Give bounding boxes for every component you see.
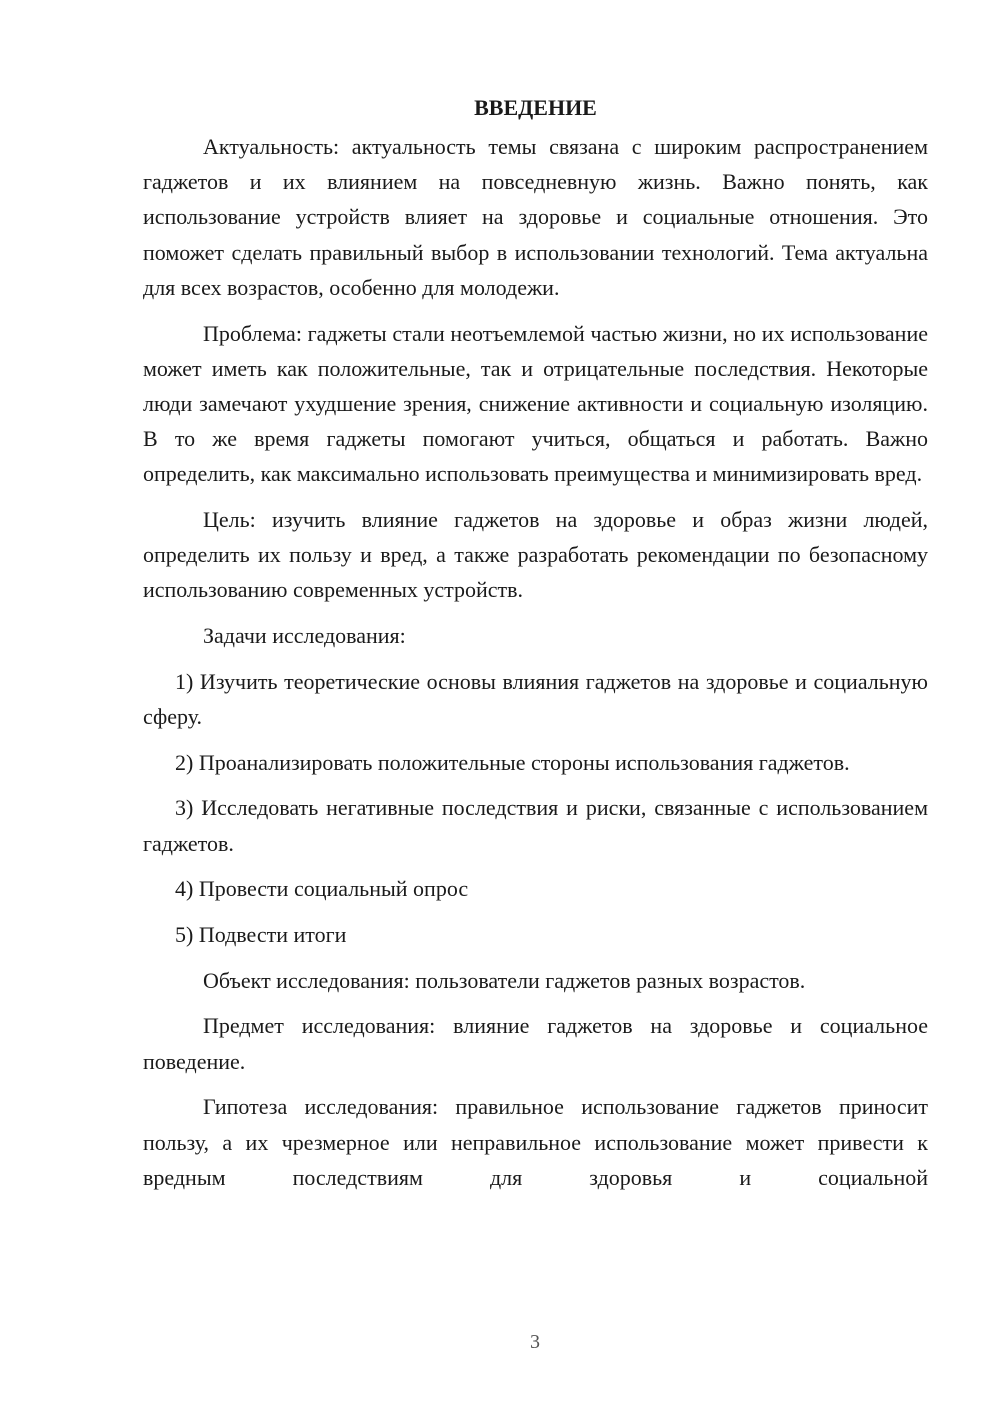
paragraph-goal: Цель: изучить влияние гаджетов на здоровье и образ жизни людей, определить их пользу и вред, а также разработать рекомендации по безопасному использованию современных устройств.	[143, 507, 928, 603]
page-number: 3	[530, 1331, 540, 1353]
task-item-3: 3) Исследовать негативные последствия и риски, связанные с использованием гаджетов.	[143, 795, 928, 856]
paragraph-hypothesis: Гипотеза исследования: правильное использование гаджетов приносит пользу, а их чрезмерное или неправильное использование может привести к вредным последствиям для здоровья и социальной	[143, 1094, 928, 1190]
task-item-4: 4) Провести социальный опрос	[175, 876, 469, 902]
task-item-2: 2) Проанализировать положительные стороны использования гаджетов.	[175, 749, 850, 775]
task-item-1: 1) Изучить теоретические основы влияния гаджетов на здоровье и социальную сферу.	[143, 668, 928, 730]
paragraph-tasks-heading: Задачи исследования:	[203, 623, 406, 649]
paragraph-object: Объект исследования: пользователи гаджетов разных возрастов.	[203, 967, 806, 993]
paragraph-subject: Предмет исследования: влияние гаджетов на здоровье и социальное поведение.	[143, 1013, 928, 1074]
task-item-5: 5) Подвести итоги	[175, 922, 347, 948]
document-page	[143, 90, 928, 1205]
page-title: ВВЕДЕНИЕ	[474, 95, 597, 120]
paragraph-relevance: Актуальность: актуальность темы связана с широким распространением гаджетов и их влиянием на повседневную жизнь. Важно понять, как использование устройств влияет на здоровье и социальные отношения. Это поможет сделать правильный выбор в использовании технологий. Тема актуальна для всех возрастов, особенно для молодежи.	[143, 134, 928, 300]
paragraph-problem: Проблема: гаджеты стали неотъемлемой частью жизни, но их использование может иметь как положительные, так и отрицательные последствия. Некоторые люди замечают ухудшение зрения, снижение активности и социальную изоляцию. В то же время гаджеты помогают учиться, общаться и работать. Важно определить, как максимально использовать преимущества и минимизировать вред.	[143, 320, 928, 487]
